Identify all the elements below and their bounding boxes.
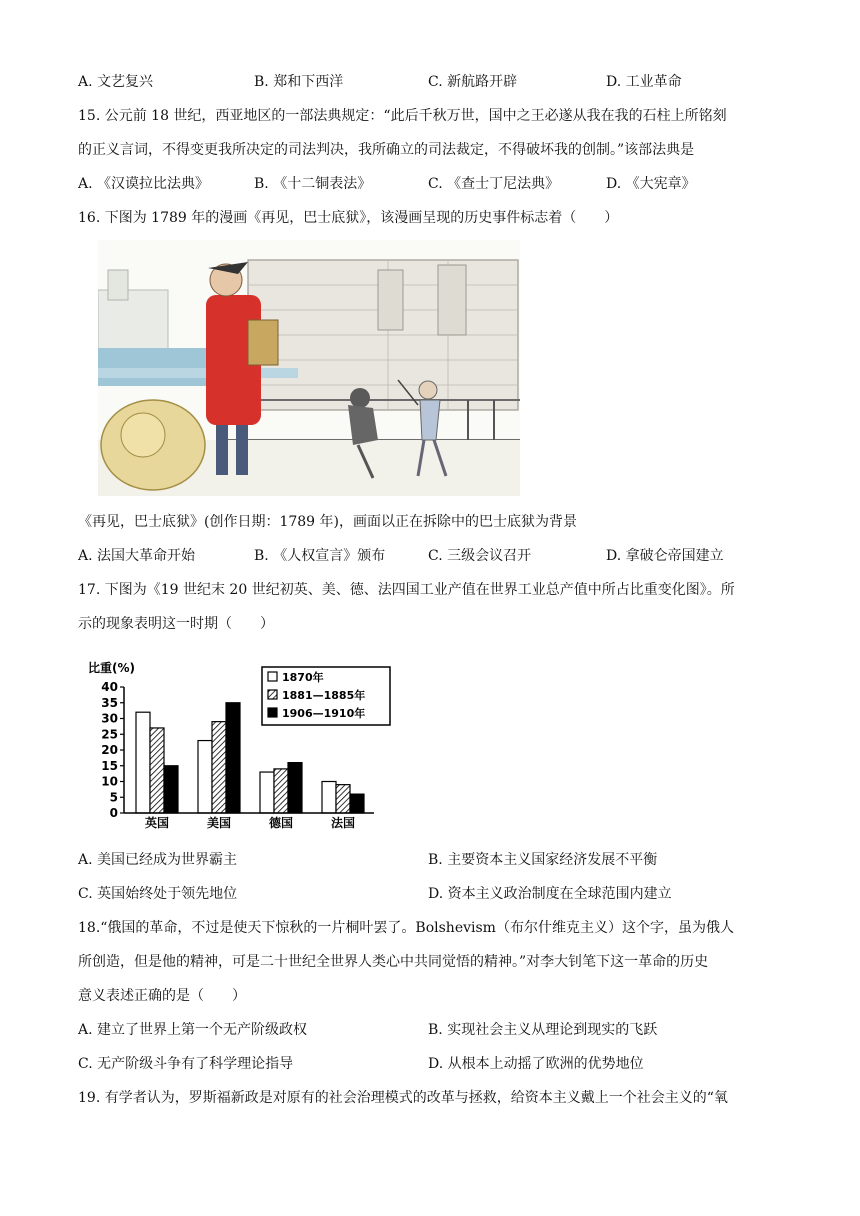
q15-stem-line-1: 15. 公元前 18 世纪，西亚地区的一部法典规定：“此后千秋万世，国中之王必遂从我在我的石柱上所铭刻 xyxy=(78,108,727,124)
bar-美国-2 xyxy=(226,703,240,813)
q16-option-b[interactable]: B. 《人权宣言》颁布 xyxy=(254,548,386,564)
chart-y-axis-label: 比重(%) xyxy=(88,661,135,675)
bar-法国-2 xyxy=(350,794,364,813)
y-tick-label: 15 xyxy=(101,758,118,773)
x-category-label: 英国 xyxy=(144,816,170,830)
y-tick-label: 5 xyxy=(109,790,118,805)
bar-法国-1 xyxy=(336,785,350,813)
q18-stem-line-1: 18.“俄国的革命，不过是使天下惊秋的一片桐叶罢了。Bolshevism（布尔什维克主义）这个字，虽为俄人 xyxy=(78,920,734,936)
bar-德国-1 xyxy=(274,769,288,813)
legend-swatch-1906 xyxy=(268,708,277,717)
y-tick-label: 25 xyxy=(101,727,118,742)
y-tick-label: 40 xyxy=(101,680,118,694)
q14-options xyxy=(78,72,798,92)
q16-figure-caption: 《再见，巴士底狱》(创作日期：1789 年)，画面以正在拆除中的巴士底狱为背景 xyxy=(78,514,578,530)
x-category-label: 法国 xyxy=(330,816,356,830)
q16-options xyxy=(78,546,798,566)
bar-德国-2 xyxy=(288,763,302,813)
q16-option-d[interactable]: D. 拿破仑帝国建立 xyxy=(606,548,724,564)
x-category-label: 德国 xyxy=(268,816,294,830)
bar-美国-0 xyxy=(198,741,212,813)
q15-options xyxy=(78,174,798,194)
legend-swatch-1870 xyxy=(268,672,277,681)
q17-options-row-2 xyxy=(78,884,798,904)
legend-label-1881: 1881—1885年 xyxy=(282,689,366,702)
q19-stem-line-1: 19. 有学者认为，罗斯福新政是对原有的社会治理模式的改革与拯救，给资本主义戴上一个社会主义的“氧 xyxy=(78,1090,728,1106)
q15-option-c[interactable]: C. 《查士丁尼法典》 xyxy=(428,176,560,192)
bar-英国-1 xyxy=(150,728,164,813)
q14-option-c[interactable]: C. 新航路开辟 xyxy=(428,74,518,90)
q15-option-b[interactable]: B. 《十二铜表法》 xyxy=(254,176,372,192)
bastille-cartoon-image xyxy=(98,240,520,496)
bar-英国-0 xyxy=(136,712,150,813)
q17-stem-line-2: 示的现象表明这一时期（ ） xyxy=(78,616,274,632)
q18-option-b[interactable]: B. 实现社会主义从理论到现实的飞跃 xyxy=(428,1022,658,1038)
legend-label-1906: 1906—1910年 xyxy=(282,707,366,720)
q17-option-b[interactable]: B. 主要资本主义国家经济发展不平衡 xyxy=(428,852,658,868)
bar-美国-1 xyxy=(212,722,226,813)
q14-option-a[interactable]: A. 文艺复兴 xyxy=(78,74,154,90)
q18-option-d[interactable]: D. 从根本上动摇了欧洲的优势地位 xyxy=(428,1056,644,1072)
y-tick-label: 20 xyxy=(101,743,118,757)
q15-stem-line-2: 的正义言词，不得变更我所决定的司法判决，我所确立的司法裁定，不得破坏我的创制。”该部法典是 xyxy=(78,142,695,158)
y-tick-label: 35 xyxy=(101,695,118,710)
y-tick-label: 0 xyxy=(109,806,118,820)
legend-swatch-1881 xyxy=(268,690,277,699)
bar-英国-2 xyxy=(164,766,178,813)
q16-option-c[interactable]: C. 三级会议召开 xyxy=(428,548,532,564)
y-tick-label: 30 xyxy=(101,711,118,726)
q17-options-row-1 xyxy=(78,850,798,870)
industrial-share-bar-chart xyxy=(84,655,404,833)
q15-option-a[interactable]: A. 《汉谟拉比法典》 xyxy=(78,176,210,192)
bar-德国-0 xyxy=(260,772,274,813)
legend-label-1870: 1870年 xyxy=(282,671,324,684)
q17-option-a[interactable]: A. 美国已经成为世界霸主 xyxy=(78,852,238,868)
y-tick-label: 10 xyxy=(101,774,118,789)
q18-option-c[interactable]: C. 无产阶级斗争有了科学理论指导 xyxy=(78,1056,294,1072)
q16-stem-line-1: 16. 下图为 1789 年的漫画《再见，巴士底狱》，该漫画呈现的历史事件标志着（ ） xyxy=(78,210,619,226)
q17-option-d[interactable]: D. 资本主义政治制度在全球范围内建立 xyxy=(428,886,672,902)
chart-legend xyxy=(262,667,390,725)
q18-options-row-2 xyxy=(78,1054,798,1074)
q17-option-c[interactable]: C. 英国始终处于领先地位 xyxy=(78,886,238,902)
q15-option-d[interactable]: D. 《大宪章》 xyxy=(606,176,696,192)
q18-stem-line-3: 意义表述正确的是（ ） xyxy=(78,988,246,1004)
q17-stem-line-1: 17. 下图为《19 世纪末 20 世纪初英、美、德、法四国工业产值在世界工业总产值中所占比重变化图》。所 xyxy=(78,582,735,598)
x-category-label: 美国 xyxy=(206,816,232,830)
q14-option-b[interactable]: B. 郑和下西洋 xyxy=(254,74,344,90)
q14-option-d[interactable]: D. 工业革命 xyxy=(606,74,682,90)
q18-option-a[interactable]: A. 建立了世界上第一个无产阶级政权 xyxy=(78,1022,308,1038)
bar-法国-0 xyxy=(322,782,336,814)
q16-option-a[interactable]: A. 法国大革命开始 xyxy=(78,548,196,564)
q18-options-row-1 xyxy=(78,1020,798,1040)
q18-stem-line-2: 所创造，但是他的精神，可是二十世纪全世界人类心中共同觉悟的精神。”对李大钊笔下这一革命的历史 xyxy=(78,954,709,970)
